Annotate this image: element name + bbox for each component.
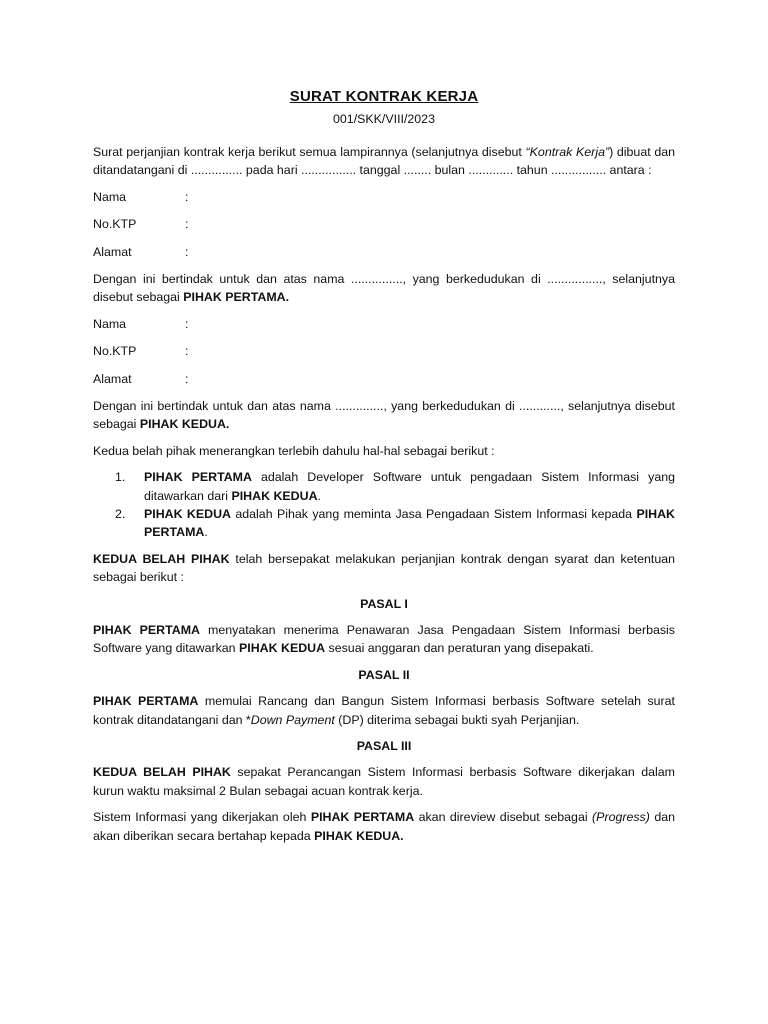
bold-term: PIHAK KEDUA <box>239 641 326 656</box>
party2-name-field <box>93 315 675 333</box>
pasal-text: menyatakan menerima Penawaran Jasa Pengadaan Sistem Informasi berbasis Software yang ditawarkan <box>93 623 675 656</box>
bold-term: PIHAK PERTAMA <box>144 507 675 540</box>
pasal-3-heading: PASAL III <box>356 739 412 754</box>
explain-list <box>93 468 675 542</box>
pasal-1-paragraph <box>93 621 675 658</box>
bold-term: PIHAK PERTAMA <box>93 623 200 638</box>
bold-term: PIHAK KEDUA <box>231 488 318 503</box>
bold-term: KEDUA BELAH PIHAK <box>93 765 231 780</box>
intro-text-1: Surat perjanjian kontrak kerja berikut semua lampirannya (selanjutnya disebut <box>93 145 526 159</box>
party2-ktp-field <box>93 342 675 360</box>
list-item <box>93 505 675 542</box>
document-title: SURAT KONTRAK KERJA <box>289 88 479 105</box>
agreement-text: telah bersepakat melakukan perjanjian kontrak dengan syarat dan ketentuan sebagai berikut : <box>93 551 675 585</box>
party2-address-field <box>93 370 675 388</box>
pasal-text: memulai Rancang dan Bangun Sistem Informasi berbasis Software setelah surat kontrak ditandatangani dan * <box>93 694 675 727</box>
bold-term: PIHAK PERTAMA <box>144 470 252 485</box>
agreement-paragraph <box>93 550 675 587</box>
field-colon: : <box>185 316 189 331</box>
pasal-text: Sistem Informasi yang dikerjakan oleh <box>93 810 311 825</box>
list-text-part: adalah Pihak yang meminta Jasa Pengadaan Sistem Informasi kepada <box>231 507 637 521</box>
list-number: 2. <box>115 507 126 521</box>
party1-statement-text: Dengan ini bertindak untuk dan atas nama ..............., yang berkedudukan di ................, selanjutnya disebut sebagai <box>93 271 675 305</box>
bold-term: PIHAK KEDUA <box>144 507 231 521</box>
list-item <box>93 468 675 505</box>
field-colon: : <box>185 244 189 259</box>
party1-fields <box>93 188 675 261</box>
bold-term: PIHAK PERTAMA <box>93 694 199 709</box>
list-text <box>144 468 675 505</box>
pasal-2-heading: PASAL II <box>358 667 410 682</box>
list-text <box>144 505 675 542</box>
bold-term: KEDUA BELAH PIHAK <box>93 551 230 566</box>
party1-role: PIHAK PERTAMA. <box>183 290 290 305</box>
italic-term: (Progress) <box>592 810 650 825</box>
party1-address-field <box>93 243 675 261</box>
field-label: Nama <box>93 316 127 331</box>
document-body <box>93 143 675 853</box>
pasal-text: sesuai anggaran dan peraturan yang disepakati. <box>325 641 594 656</box>
pasal-text: sepakat Perancangan Sistem Informasi berbasis Software dikerjakan dalam kurun waktu maksimal 2 Bulan sebagai acuan kontrak kerja. <box>93 765 675 798</box>
field-label: No.KTP <box>93 344 137 359</box>
list-text-part: . <box>317 488 321 503</box>
italic-term: Down Payment <box>250 712 335 727</box>
party1-name-field <box>93 188 675 206</box>
field-colon: : <box>185 344 189 359</box>
bold-term: PIHAK PERTAMA <box>310 810 415 825</box>
list-text-part: . <box>204 525 208 540</box>
party2-fields <box>93 315 675 388</box>
field-label: No.KTP <box>93 217 137 232</box>
list-number: 1. <box>115 470 126 485</box>
pasal-3-paragraph-1 <box>93 763 675 800</box>
intro-text-2: ) dibuat dan ditandatangani di ............... pada hari ................ tanggal ........ bulan ............. tahun ................ antara : <box>93 145 675 178</box>
pasal-text: dan akan diberikan secara bertahap kepada <box>93 810 676 843</box>
party1-statement <box>93 270 675 307</box>
party2-statement-text: Dengan ini bertindak untuk dan atas nama .............., yang berkedudukan di ............, selanjutnya disebut sebagai <box>93 398 675 432</box>
party2-role: PIHAK KEDUA. <box>139 417 230 432</box>
list-text-part: adalah Developer Software untuk pengadaan Sistem Informasi yang ditawarkan dari <box>144 470 675 503</box>
field-colon: : <box>185 189 189 204</box>
field-label: Alamat <box>93 244 132 259</box>
explain-intro: Kedua belah pihak menerangkan terlebih dahulu hal-hal sebagai berikut : <box>93 443 495 458</box>
intro-term: “Kontrak Kerja” <box>525 145 610 159</box>
pasal-text: (DP) diterima sebagai bukti syah Perjanjian. <box>334 712 580 727</box>
pasal-2-paragraph <box>93 692 675 729</box>
pasal-1-heading: PASAL I <box>360 596 408 611</box>
document-number: 001/SKK/VIII/2023 <box>333 112 435 126</box>
field-label: Nama <box>93 189 127 204</box>
party1-ktp-field <box>93 215 675 233</box>
party2-statement <box>93 397 675 434</box>
field-colon: : <box>185 217 189 232</box>
pasal-text: akan direview disebut sebagai <box>414 810 593 825</box>
field-colon: : <box>185 371 189 386</box>
pasal-3-paragraph-2 <box>93 808 675 845</box>
intro-paragraph <box>93 143 675 180</box>
bold-term: PIHAK KEDUA. <box>314 828 404 843</box>
field-label: Alamat <box>93 371 132 386</box>
